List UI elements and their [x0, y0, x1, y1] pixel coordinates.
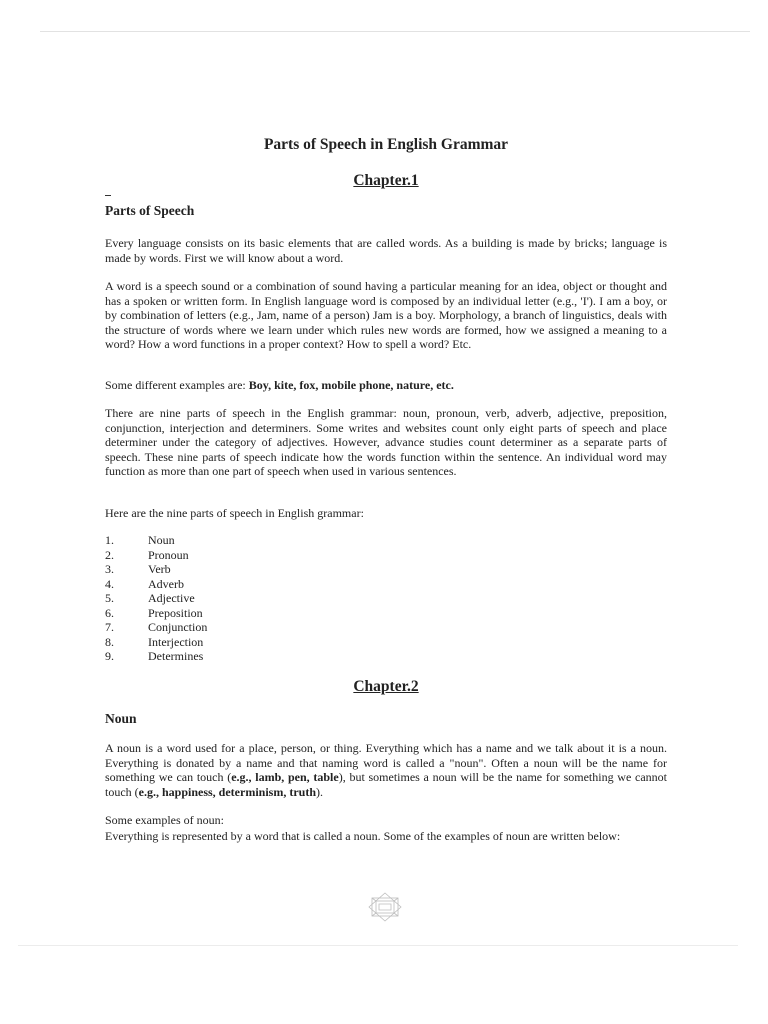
list-number: 3.: [105, 562, 114, 576]
noun-def-text-c: ), but sometimes a noun will be the name for something we cannot touch (: [105, 770, 667, 799]
noun-def-text-e: ).: [316, 784, 323, 799]
document-title: Parts of Speech in English Grammar: [263, 136, 509, 153]
list-item: [105, 620, 207, 635]
paragraph-noun-examples-label: Some examples of noun:: [105, 813, 224, 827]
chapter-2-heading: Chapter.2: [353, 678, 419, 695]
paragraph-noun-definition: [105, 741, 667, 799]
list-number: 5.: [105, 591, 114, 605]
list-label: Adverb: [148, 576, 184, 591]
ornament-logo-icon: [367, 892, 403, 922]
list-number: 7.: [105, 620, 114, 634]
list-label: Conjunction: [148, 620, 208, 634]
list-number: 9.: [105, 649, 114, 663]
paragraph-list-intro: Here are the nine parts of speech in English grammar:: [105, 506, 364, 520]
paragraph-noun-examples-intro: Everything is represented by a word that is called a noun. Some of the examples of noun are written below:: [105, 829, 621, 843]
paragraph-word-definition: A word is a speech sound or a combination of sound having a particular meaning for an idea, object or thought and has a spoken or written form. In English language word is composed by an individual letter (e.g., 'I'). I am a boy, or by combination of letters (e.g., Jam, name of a person) Jam is a boy. Morphology, a branch of linguistics, deals with the structure of words where we learn under which rules new words are formed, how we assigned a meaning to a word? How a word functions in a proper context? How to spell a word? Etc.: [105, 279, 667, 351]
paragraph-examples: [105, 378, 667, 393]
noun-def-text-a: A noun is a word used for a place, person, or thing. Everything which has a name and we talk about it is a noun. Everything is donated by a name and that naming word is called a "noun". Often a noun will be the name for something we can touch (: [105, 741, 667, 784]
top-divider: [40, 31, 750, 32]
list-label: Interjection: [148, 634, 204, 649]
bottom-divider: [18, 945, 738, 946]
paragraph-intro: Every language consists on its basic elements that are called words. As a building is made by bricks; language is made by words. First we will know about a word.: [105, 236, 667, 265]
section-parts-of-speech: Parts of Speech: [105, 203, 195, 218]
examples-prefix: Some different examples are:: [105, 378, 249, 392]
chapter-1-heading: Chapter.1: [353, 172, 419, 189]
list-item: [105, 562, 207, 577]
list-label: Noun: [148, 533, 175, 547]
list-item: [105, 577, 207, 592]
list-number: 8.: [105, 634, 114, 649]
list-number: 4.: [105, 576, 114, 591]
list-item: [105, 635, 207, 650]
list-number: 2.: [105, 547, 114, 562]
noun-def-bold-abstract: e.g., happiness, determinism, truth: [138, 784, 316, 799]
list-item: [105, 533, 207, 548]
list-label: Verb: [148, 562, 171, 576]
noun-def-bold-examples: e.g., lamb, pen, table: [231, 770, 339, 784]
section-noun: Noun: [105, 711, 137, 726]
list-item: [105, 649, 207, 664]
list-number: 1.: [105, 533, 114, 547]
list-item: [105, 591, 207, 606]
dash-mark: [105, 195, 111, 196]
list-label: Determines: [148, 649, 204, 663]
parts-of-speech-list: [105, 533, 207, 664]
list-label: Adjective: [148, 591, 195, 605]
list-item: [105, 548, 207, 563]
list-item: [105, 606, 207, 621]
paragraph-nine-parts: There are nine parts of speech in the English grammar: noun, pronoun, verb, adverb, adjective, preposition, conjunction, interjection and determiners. Some writes and websites count only eight parts of speech and place determiner under the category of adjectives. However, advance studies count determiner as a separate parts of speech. These nine parts of speech indicate how the words function within the sentence. An individual word may function as more than one part of speech when used in various sentences.: [105, 406, 667, 478]
examples-bold: Boy, kite, fox, mobile phone, nature, etc.: [248, 378, 454, 392]
list-number: 6.: [105, 605, 114, 620]
list-label: Pronoun: [148, 547, 189, 562]
list-label: Preposition: [148, 605, 203, 620]
